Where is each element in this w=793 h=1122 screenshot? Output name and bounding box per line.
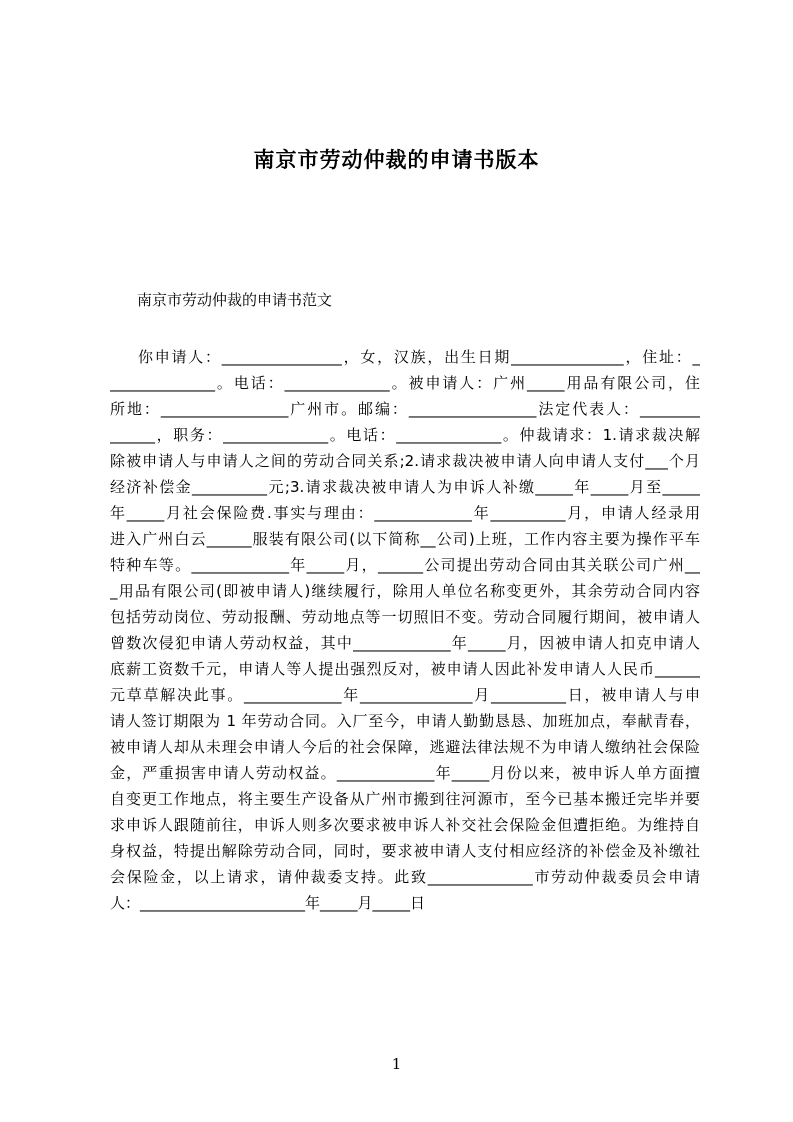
body-line: _用品有限公司(即被申请人)继续履行，除用人单位名称变更外，其余劳动合同内容 <box>110 582 700 600</box>
document-subtitle: 南京市劳动仲裁的申请书范文 <box>137 291 333 309</box>
page-number: 1 <box>391 1055 402 1073</box>
body-line: 特种车等。_____________年_____月，______公司提出劳动合同由其关联公司广州__ <box>110 556 700 574</box>
body-line: 经济补偿金__________元;3.请求裁决被申请人为申诉人补缴_____年_____月至_____ <box>110 478 700 496</box>
body-line: 包括劳动岗位、劳动报酬、劳动地点等一切照旧不变。劳动合同履行期间，被申请人 <box>110 608 700 626</box>
document-title: 南京市劳动仲裁的申请书版本 <box>253 148 540 172</box>
body-line: 求申诉人跟随前往，申诉人则多次要求被申诉人补交社会保险金但遭拒绝。为维持自 <box>110 816 700 834</box>
body-line: 底薪工资数千元，申请人等人提出强烈反对，被申请人因此补发申请人人民币______ <box>110 660 700 678</box>
body-line: 除被申请人与申请人之间的劳动合同关系;2.请求裁决被申请人向申请人支付___个月 <box>110 452 700 470</box>
body-line: 人：______________________年_____月_____日 <box>110 894 426 912</box>
body-line: 所地：_________________广州市。邮编：_________________法定代表人：________ <box>110 400 700 418</box>
body-line: ______________。电话：______________。被申请人：广州_____用品有限公司，住 <box>110 374 700 392</box>
body-line: 自变更工作地点，将主要生产设备从广州市搬到往河源市，至今已基本搬迁完毕并要 <box>110 790 700 808</box>
body-line: 你申请人：________________，女，汉族，出生日期_______________，住址：_ <box>138 348 700 366</box>
body-line: 被申请人却从未理会申请人今后的社会保障，逃避法律法规不为申请人缴纳社会保险 <box>110 738 700 756</box>
body-line: 请人签订期限为 1 年劳动合同。入厂至今，申请人勤勤恳恳、加班加点，奉献青春， <box>110 712 700 730</box>
body-line: 进入广州白云______服装有限公司(以下简称__公司)上班，工作内容主要为操作平车 <box>110 530 700 548</box>
body-line: 元草草解决此事。_____________年_______________月__________日，被申请人与申 <box>110 686 700 704</box>
body-line: 年_____月社会保险费.事实与理由：_____________年__________月，申请人经录用 <box>110 504 700 522</box>
document-body <box>110 344 700 916</box>
body-line: 曾数次侵犯申请人劳动权益，其中_____________年_____月，因被申请人扣克申请人 <box>110 634 700 652</box>
body-line: ______，职务：______________。电话：______________。仲裁请求：1.请求裁决解 <box>110 426 700 444</box>
body-line: 身权益，特提出解除劳动合同，同时，要求被申请人支付相应经济的补偿金及补缴社 <box>110 842 700 860</box>
body-line: 会保险金，以上请求，请仲裁委支持。此致______________市劳动仲裁委员会申请 <box>110 868 700 886</box>
body-line: 金，严重损害申请人劳动权益。_____________年_____月份以来，被申诉人单方面擅 <box>110 764 700 782</box>
